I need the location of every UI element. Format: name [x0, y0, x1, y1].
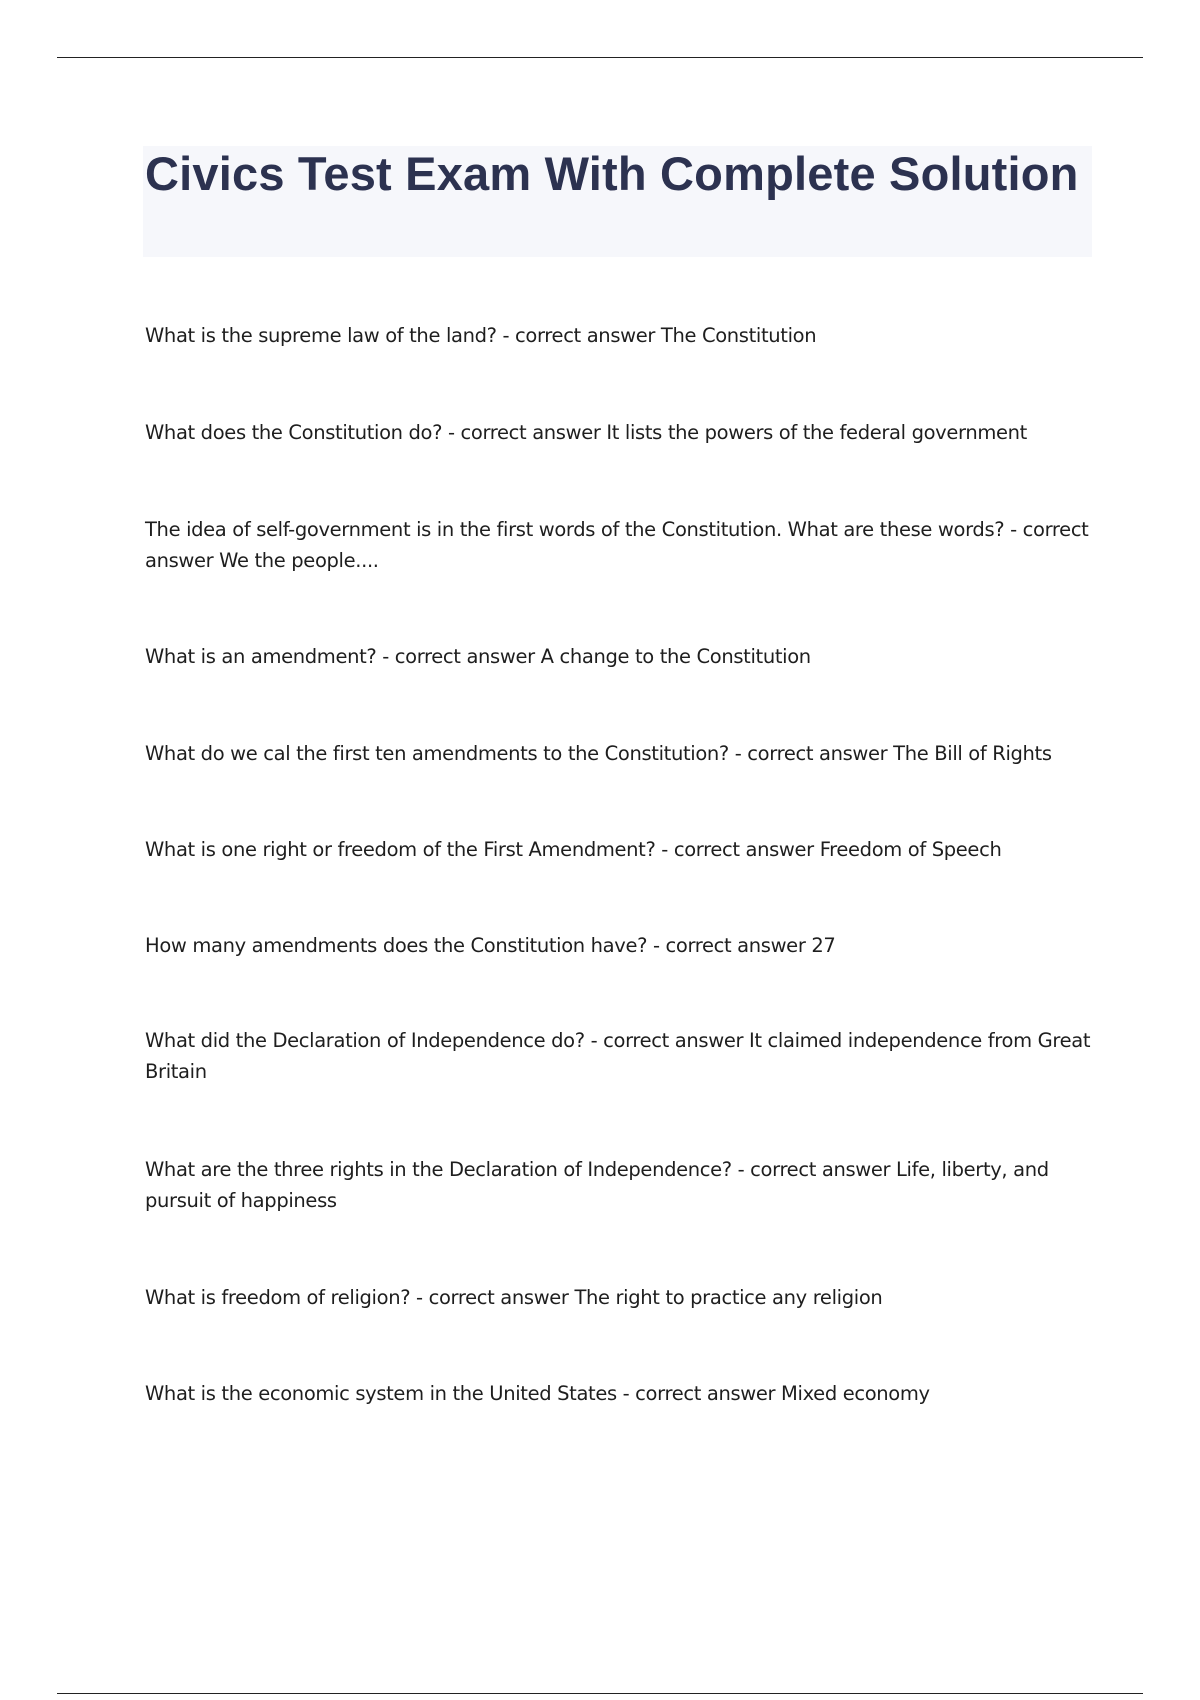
- qa-item: What do we cal the first ten amendments to the Constitution? - correct answer The Bill of Rights: [145, 742, 1052, 765]
- qa-item: What is the economic system in the United States - correct answer Mixed economy: [145, 1382, 930, 1405]
- qa-item: What is freedom of religion? - correct answer The right to practice any religion: [145, 1286, 883, 1309]
- qa-item: What is one right or freedom of the First Amendment? - correct answer Freedom of Speech: [145, 838, 1002, 861]
- qa-item: What is the supreme law of the land? - correct answer The Constitution: [145, 324, 817, 347]
- qa-item: The idea of self-government is in the first words of the Constitution. What are these words? - correct answer We the people....: [145, 518, 1089, 572]
- qa-item: What did the Declaration of Independence do? - correct answer It claimed independence from Great Britain: [145, 1029, 1091, 1083]
- title-banner: [143, 146, 1092, 257]
- qa-item: How many amendments does the Constitution have? - correct answer 27: [145, 934, 836, 957]
- qa-item: What are the three rights in the Declaration of Independence? - correct answer Life, liberty, and pursuit of happiness: [145, 1158, 1049, 1212]
- qa-item: What is an amendment? - correct answer A change to the Constitution: [145, 645, 811, 668]
- qa-item: What does the Constitution do? - correct answer It lists the powers of the federal government: [145, 421, 1027, 444]
- footer-divider: [57, 1693, 1143, 1694]
- header-divider: [57, 57, 1143, 58]
- document-title: Civics Test Exam With Complete Solution: [145, 147, 1079, 200]
